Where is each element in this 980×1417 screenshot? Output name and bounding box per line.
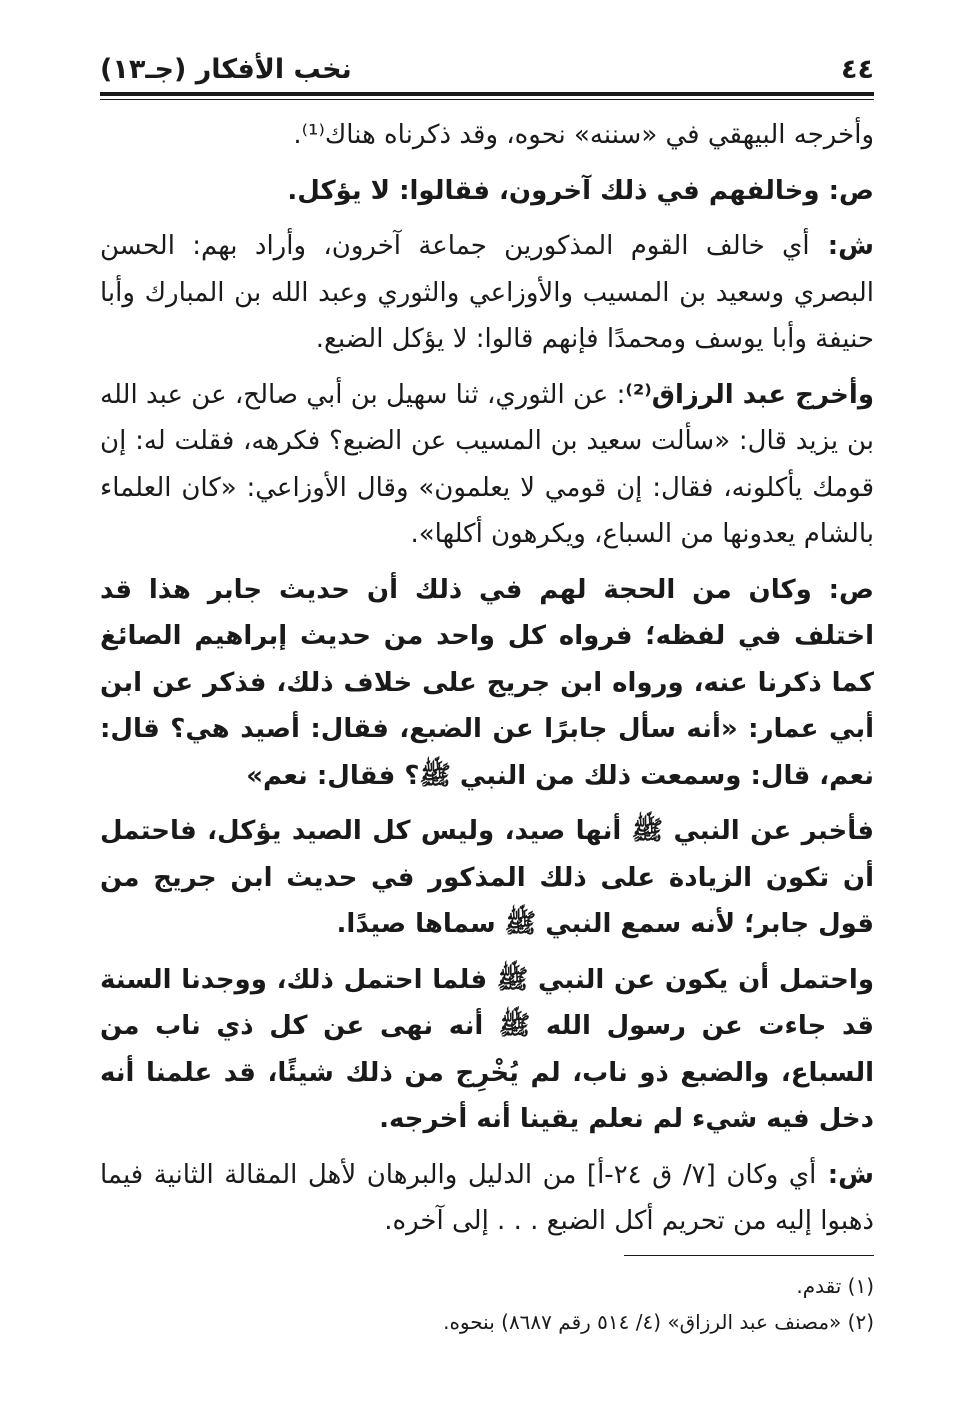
paragraph-4-lead: وأخرج عبد الرزاق⁽²⁾: [625, 379, 874, 410]
paragraph-1: [100, 112, 874, 159]
footnote-2: (٢) «مصنف عبد الرزاق» (٤/ ٥١٤ رقم ٨٦٨٧) بنحوه.: [443, 1309, 874, 1334]
footnotes: [100, 1268, 874, 1340]
paragraph-4: [100, 372, 874, 558]
header-rule: [100, 92, 874, 96]
paragraph-8: [100, 1152, 874, 1245]
page-body: [100, 112, 874, 1245]
paragraph-5-lead: ص:: [811, 574, 874, 605]
paragraph-6-text: فأخبر عن النبي ﷺ أنها صيد، وليس كل الصيد يؤكل، فاحتمل أن تكون الزيادة على ذلك المذكور في حديث ابن جريج من قول جابر؛ لأنه سمع النبي ﷺ سماها صيدًا.: [100, 816, 874, 939]
paragraph-3: [100, 223, 874, 363]
paragraph-6: [100, 808, 874, 948]
paragraph-2-text: وخالفهم في ذلك آخرون، فقالوا: لا يؤكل.: [287, 175, 820, 206]
paragraph-3-lead: ش:: [809, 231, 874, 261]
paragraph-5-text: وكان من الحجة لهم في ذلك أن حديث جابر هذا قد اختلف في لفظه؛ فرواه كل واحد من حديث إبراهيم الصائغ كما ذكرنا عنه، ورواه ابن جريج على خلاف ذلك، فذكر عن ابن أبي عمار: «أنه سأل جابرًا عن الضبع، فقال: أصيد هي؟ قال: نعم، قال: وسمعت ذلك من النبي ﷺ؟ فقال: نعم»: [100, 574, 874, 791]
header-rule-thin: [100, 99, 874, 100]
page-header: [100, 48, 874, 92]
paragraph-3-text: أي خالف القوم المذكورين جماعة آخرون، وأراد بهم: الحسن البصري وسعيد بن المسيب والأوزاعي والثوري وعبد الله بن المبارك وأبا حنيفة وأبا يوسف ومحمدًا فإنهم قالوا: لا يؤكل الضبع.: [100, 231, 874, 354]
paragraph-8-text: أي وكان [٧/ ق ٢٤-أ] من الدليل والبرهان لأهل المقالة الثانية فيما ذهبوا إليه من تحريم أكل الضبع . . . إلى آخره.: [100, 1159, 874, 1236]
paragraph-2: [100, 168, 874, 215]
paragraph-2-lead: ص:: [819, 175, 874, 206]
page-number: ٤٤: [841, 54, 874, 85]
book-title: نخب الأفكار (جـ١٣): [100, 54, 352, 85]
paragraph-4-text: : عن الثوري، ثنا سهيل بن أبي صالح، عن عبد الله بن يزيد قال: «سألت سعيد بن المسيب عن الضبع؟ فكرهه، فقلت له: إن قومك يأكلونه، فقال: إن قومي لا يعلمون» وقال الأوزاعي: «كان العلماء بالشام يعدونها من السباع، ويكرهون أكلها».: [100, 379, 874, 549]
paragraph-7-text: واحتمل أن يكون عن النبي ﷺ فلما احتمل ذلك، ووجدنا السنة قد جاءت عن رسول الله ﷺ أنه نهى عن كل ذي ناب من السباع، والضبع ذو ناب، لم يُخْرِج من ذلك شيئًا، قد علمنا أنه دخل فيه شيء لم نعلم يقينا أنه أخرجه.: [100, 964, 874, 1134]
footnote-rule: [624, 1255, 874, 1256]
paragraph-1-text: وأخرجه البيهقي في «سننه» نحوه، وقد ذكرناه هناك⁽¹⁾.: [293, 120, 874, 150]
paragraph-7: [100, 957, 874, 1143]
book-page: [100, 48, 874, 1340]
paragraph-5: [100, 567, 874, 800]
paragraph-8-lead: ش:: [816, 1159, 874, 1190]
footnote-1: (١) تقدم.: [796, 1273, 874, 1298]
